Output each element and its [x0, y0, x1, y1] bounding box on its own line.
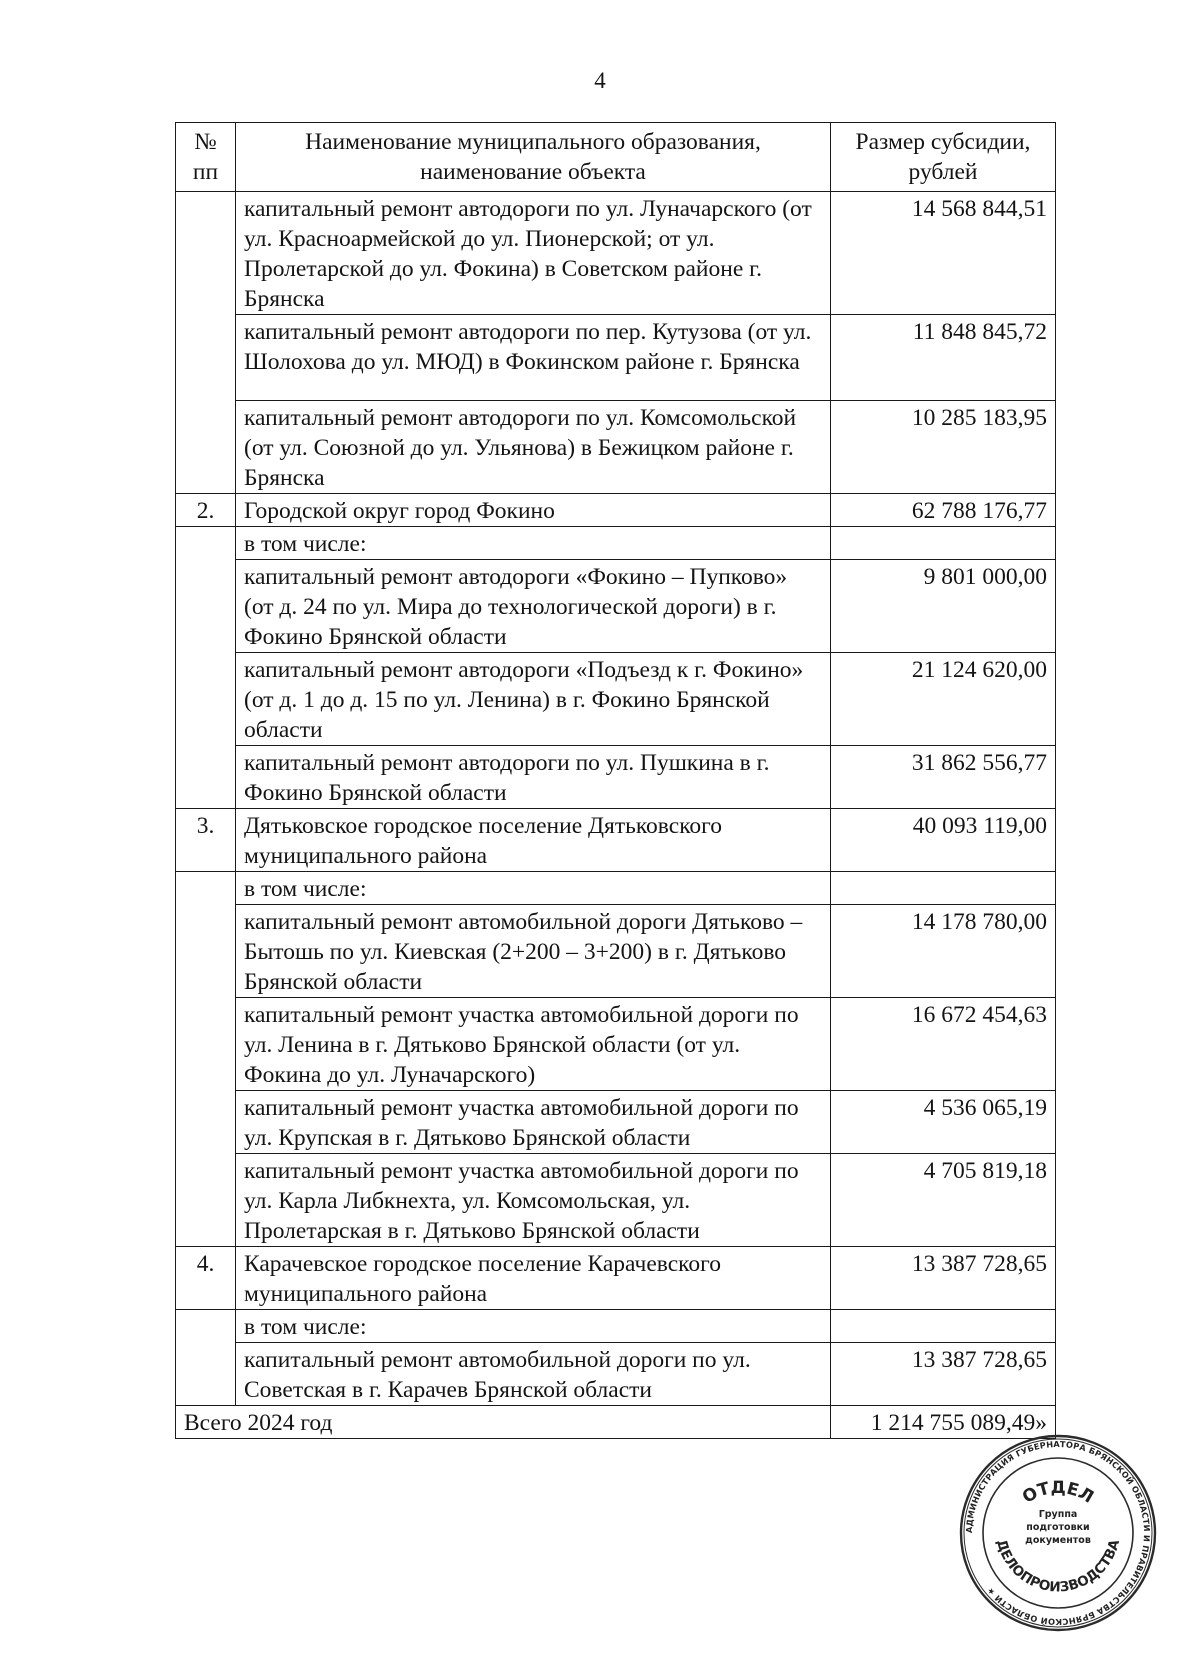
row-name: Городской округ город Фокино — [236, 494, 831, 527]
table-row — [176, 1247, 1056, 1310]
row-amount — [831, 527, 1056, 560]
table-row — [176, 809, 1056, 872]
row-name: капитальный ремонт автодороги «Фокино – Пупково» (от д. 24 по ул. Мира до технологической дороги) в г. Фокино Брянской области — [236, 560, 831, 653]
row-name: Карачевское городское поселение Карачевского муниципального района — [236, 1247, 831, 1310]
row-amount: 13 387 728,65 — [831, 1247, 1056, 1310]
row-name: капитальный ремонт автодороги по ул. Луначарского (от ул. Красноармейской до ул. Пионерской; от ул. Пролетарской до ул. Фокина) в Советском районе г. Брянска — [236, 192, 831, 315]
row-name: в том числе: — [236, 872, 831, 905]
row-name: капитальный ремонт автомобильной дороги по ул. Советская в г. Карачев Брянской области — [236, 1343, 831, 1406]
table-row — [176, 401, 1056, 494]
row-num — [176, 315, 236, 401]
row-amount: 16 672 454,63 — [831, 998, 1056, 1091]
row-num: 4. — [176, 1247, 236, 1310]
subsidy-table — [175, 122, 1056, 1439]
table-header-row — [176, 123, 1056, 192]
table-row — [176, 872, 1056, 905]
table-row — [176, 653, 1056, 746]
svg-text:АДМИНИСТРАЦИЯ ГУБЕРНАТОРА БРЯН — [964, 1439, 1152, 1627]
row-amount: 11 848 845,72 — [831, 315, 1056, 401]
table-row — [176, 1154, 1056, 1247]
page-number: 4 — [594, 68, 606, 93]
row-name: капитальный ремонт участка автомобильной дороги по ул. Ленина в г. Дятьково Брянской области (от ул. Фокина до ул. Луначарского) — [236, 998, 831, 1091]
table-row — [176, 494, 1056, 527]
row-amount: 40 093 119,00 — [831, 809, 1056, 872]
stamp-arc-bottom: ДЕЛОПРОИЗВОДСТВА — [992, 1537, 1123, 1596]
row-amount: 62 788 176,77 — [831, 494, 1056, 527]
total-amount: 1 214 755 089,49» — [831, 1406, 1056, 1439]
svg-text:ОТДЕЛ — [1019, 1478, 1097, 1508]
row-amount: 4 536 065,19 — [831, 1091, 1056, 1154]
row-amount: 21 124 620,00 — [831, 653, 1056, 746]
total-label: Всего 2024 год — [176, 1406, 831, 1439]
row-num — [176, 1343, 236, 1406]
header-amount: Размер субсидии, рублей — [831, 123, 1056, 192]
row-amount — [831, 872, 1056, 905]
row-num: 3. — [176, 809, 236, 872]
stamp-arc-top: ОТДЕЛ — [1019, 1477, 1097, 1508]
row-num — [176, 192, 236, 315]
header-name: Наименование муниципального образования, наименование объекта — [236, 123, 831, 192]
row-amount: 4 705 819,18 — [831, 1154, 1056, 1247]
stamp-center-line: Группа — [1038, 1509, 1078, 1520]
row-name: в том числе: — [236, 1310, 831, 1343]
row-name: в том числе: — [236, 527, 831, 560]
row-amount: 31 862 556,77 — [831, 746, 1056, 809]
header-num: № пп — [176, 123, 236, 192]
table-row — [176, 746, 1056, 809]
table-row — [176, 905, 1056, 998]
row-name: капитальный ремонт автодороги по пер. Кутузова (от ул. Шолохова до ул. МЮД) в Фокинском районе г. Брянска — [236, 315, 831, 401]
row-num — [176, 1154, 236, 1247]
row-num — [176, 872, 236, 905]
row-num — [176, 653, 236, 746]
row-num — [176, 746, 236, 809]
row-amount — [831, 1310, 1056, 1343]
row-amount: 13 387 728,65 — [831, 1343, 1056, 1406]
table-row — [176, 998, 1056, 1091]
table-row — [176, 1091, 1056, 1154]
total-row — [176, 1406, 1056, 1439]
row-amount: 10 285 183,95 — [831, 401, 1056, 494]
stamp-outer-text: АДМИНИСТРАЦИЯ ГУБЕРНАТОРА БРЯНСКОЙ ОБЛАСТИ И ПРАВИТЕЛЬСТВА БРЯНСКОЙ ОБЛАСТИ ★ — [963, 1438, 1153, 1628]
table-row — [176, 560, 1056, 653]
row-name: капитальный ремонт автодороги по ул. Комсомольской (от ул. Союзной до ул. Ульянова) в Бежицком районе г. Брянска — [236, 401, 831, 494]
table-row — [176, 192, 1056, 315]
row-name: капитальный ремонт участка автомобильной дороги по ул. Крупская в г. Дятьково Брянской области — [236, 1091, 831, 1154]
row-amount: 14 568 844,51 — [831, 192, 1056, 315]
row-name: капитальный ремонт автодороги по ул. Пушкина в г. Фокино Брянской области — [236, 746, 831, 809]
row-num — [176, 560, 236, 653]
table-row — [176, 1310, 1056, 1343]
row-num — [176, 998, 236, 1091]
row-name: капитальный ремонт участка автомобильной дороги по ул. Карла Либкнехта, ул. Комсомольская, ул. Пролетарская в г. Дятьково Брянской области — [236, 1154, 831, 1247]
row-name: Дятьковское городское поселение Дятьковского муниципального района — [236, 809, 831, 872]
table-row — [176, 1343, 1056, 1406]
row-num — [176, 905, 236, 998]
row-name: капитальный ремонт автодороги «Подъезд к г. Фокино» (от д. 1 до д. 15 по ул. Ленина) в г. Фокино Брянской области — [236, 653, 831, 746]
row-name: капитальный ремонт автомобильной дороги Дятьково – Бытошь по ул. Киевская (2+200 – 3+200) в г. Дятьково Брянской области — [236, 905, 831, 998]
row-amount: 9 801 000,00 — [831, 560, 1056, 653]
row-num — [176, 1091, 236, 1154]
row-num — [176, 1310, 236, 1343]
table-row — [176, 315, 1056, 401]
table-row — [176, 527, 1056, 560]
official-stamp — [958, 1433, 1158, 1633]
row-num: 2. — [176, 494, 236, 527]
row-amount: 14 178 780,00 — [831, 905, 1056, 998]
stamp-center-line: документов — [1025, 1535, 1091, 1546]
stamp-center-line: подготовки — [1026, 1522, 1090, 1533]
row-num — [176, 401, 236, 494]
row-num — [176, 527, 236, 560]
